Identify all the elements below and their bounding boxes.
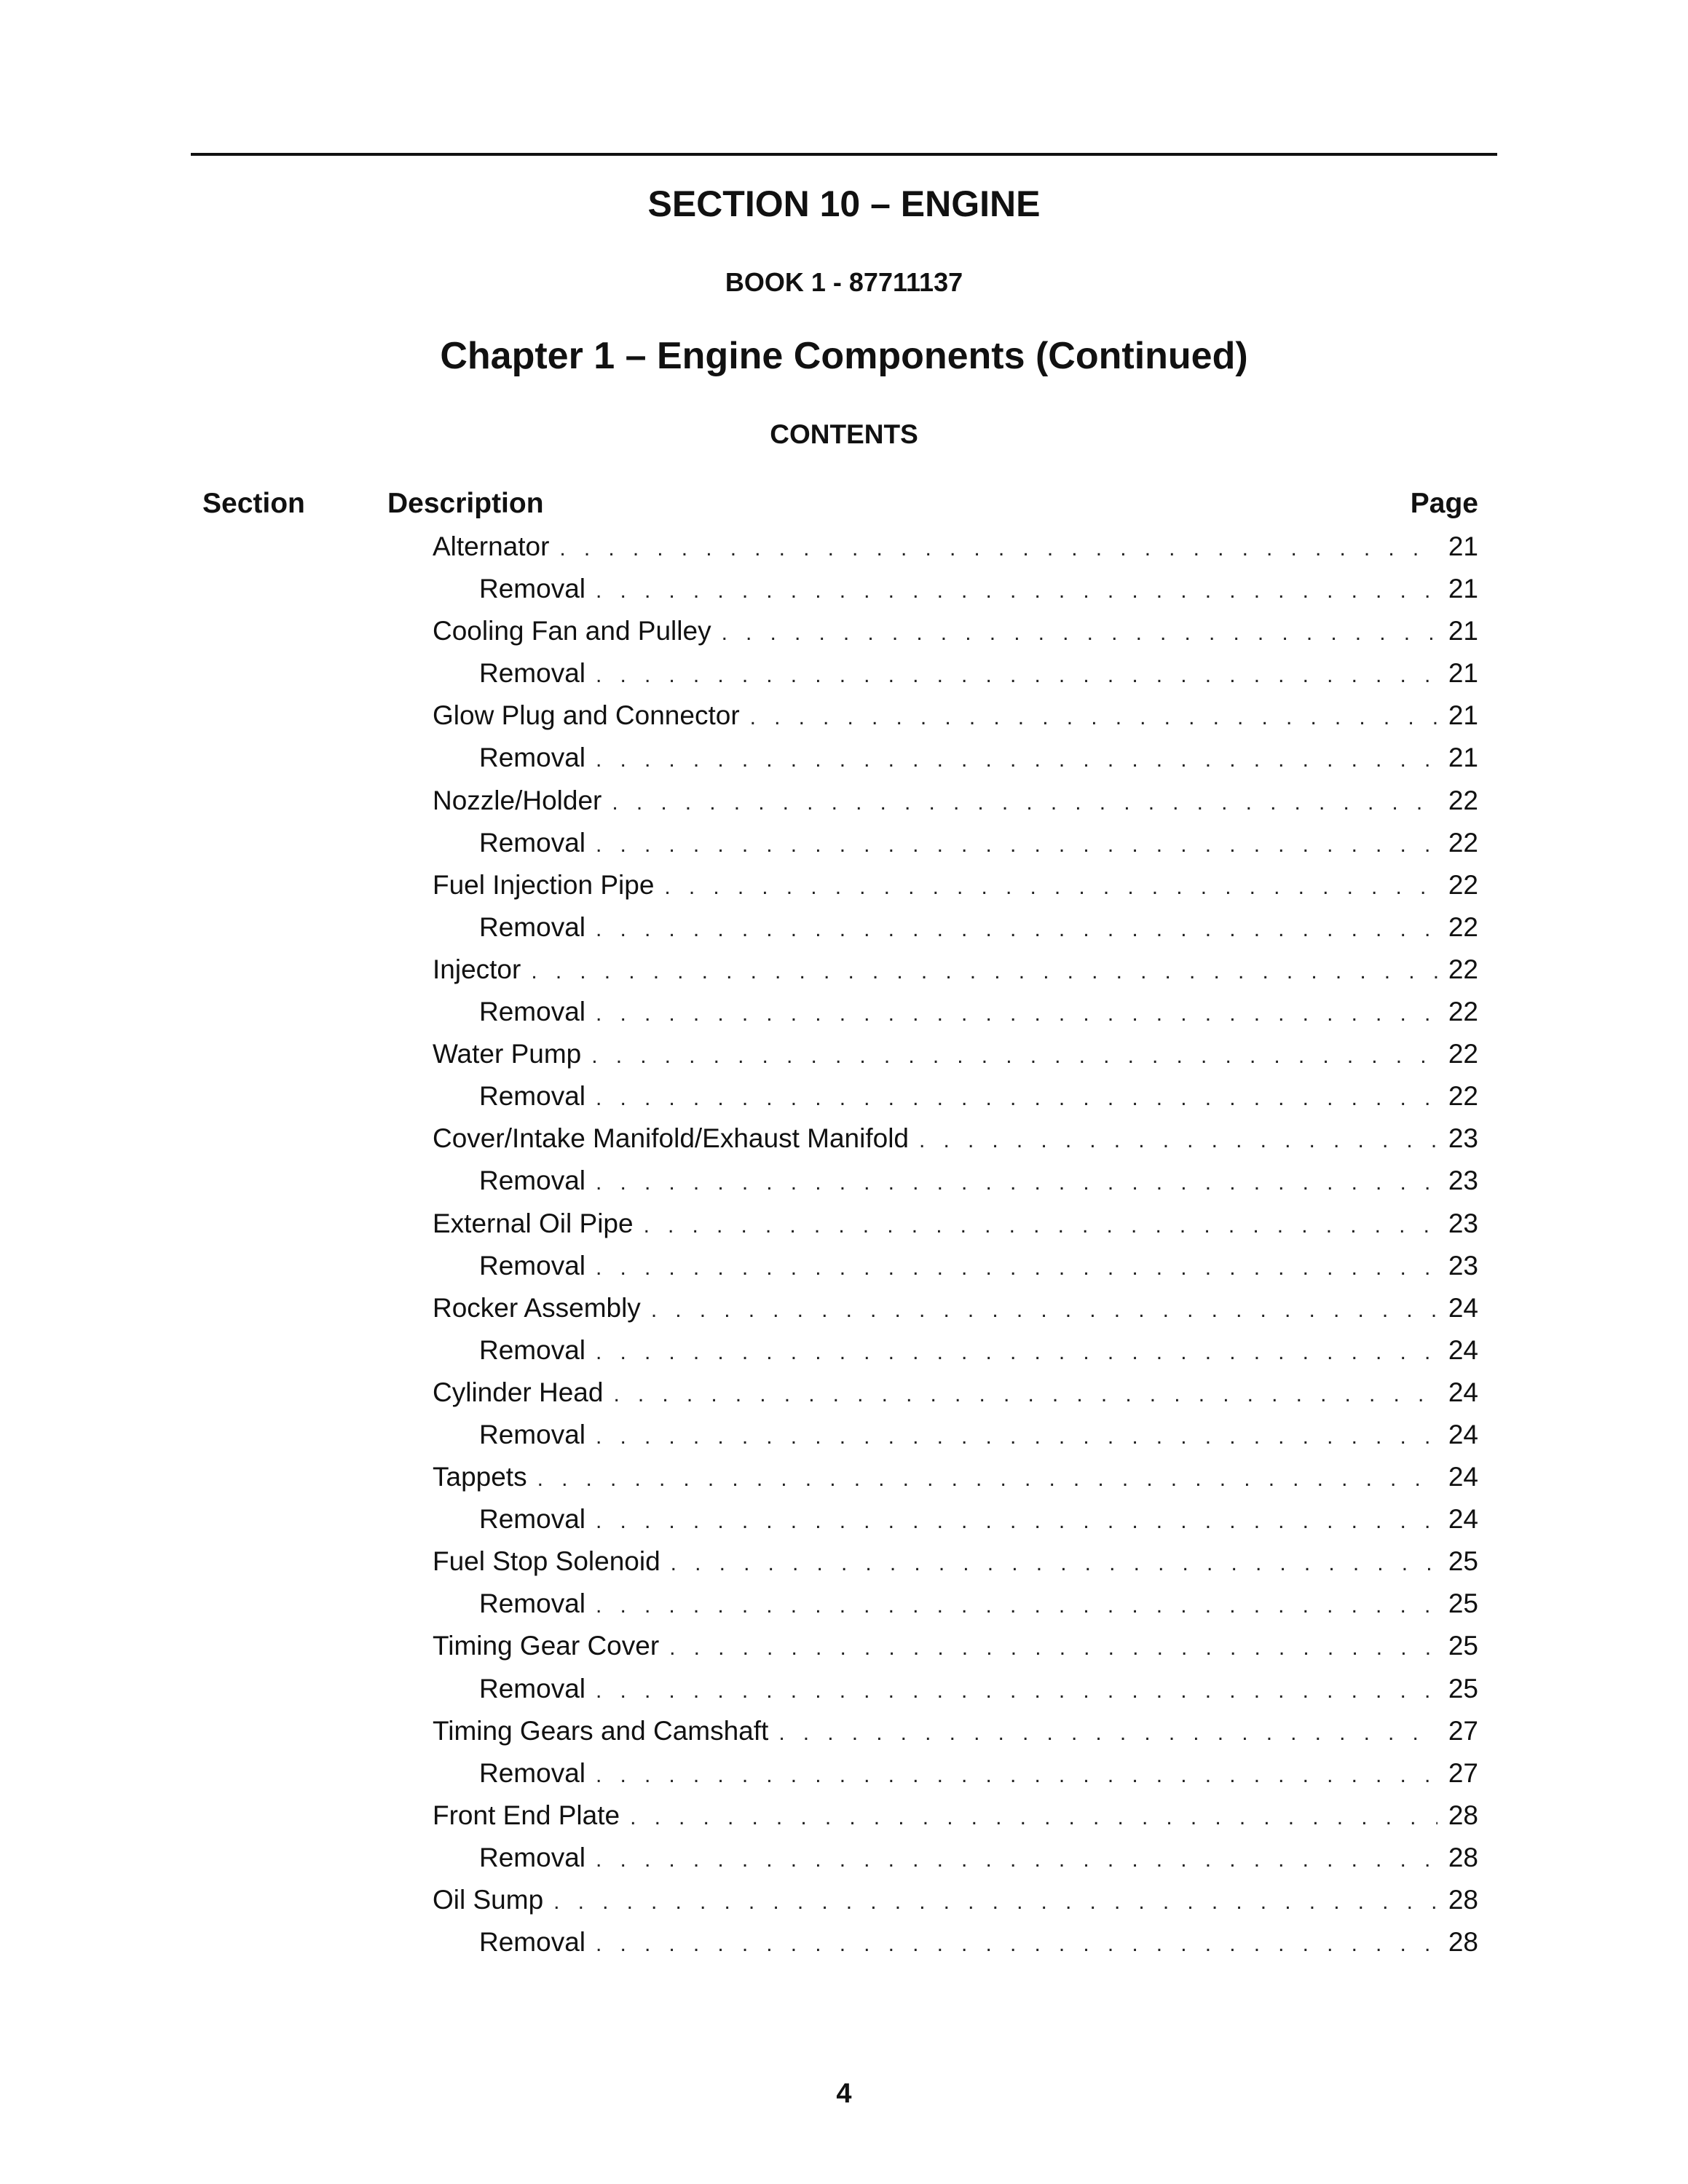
dot-leader [612,782,1437,824]
toc-entry-label: Removal [479,1081,585,1112]
toc-entry-page: 23 [1448,1250,1478,1281]
dot-leader [596,654,1437,697]
toc-entry [433,1203,1478,1245]
toc-entry-page: 22 [1448,954,1478,984]
toc-entry-label: Removal [479,827,585,858]
toc-entry-label: Fuel Stop Solenoid [433,1546,660,1577]
toc-subentry [433,1752,1478,1795]
toc-entry [433,1033,1478,1075]
toc-subentry [433,1160,1478,1202]
dot-leader [596,739,1437,781]
column-header-description: Description [387,488,544,519]
dot-leader [537,1458,1437,1500]
toc-entry-page: 21 [1448,616,1478,646]
dot-leader [596,993,1437,1035]
toc-entry-page: 24 [1448,1419,1478,1449]
toc-entry [433,1710,1478,1752]
toc-entry-page: 21 [1448,743,1478,773]
toc-subentry [433,568,1478,610]
toc-entry-page: 28 [1448,1885,1478,1915]
toc-entry-page: 24 [1448,1334,1478,1365]
dot-leader [613,1374,1437,1416]
toc-entry-label: Removal [479,1588,585,1619]
toc-entry-label: Removal [479,1166,585,1196]
toc-subentry [433,652,1478,695]
toc-entry-label: Cylinder Head [433,1377,604,1407]
toc-entry [433,949,1478,991]
toc-subentry [433,1583,1478,1625]
toc-entry-page: 25 [1448,1673,1478,1704]
toc-entry-label: Removal [479,911,585,942]
toc-entry-label: Front End Plate [433,1800,620,1830]
toc-entry-label: Timing Gears and Camshaft [433,1715,769,1746]
toc-entry [433,1625,1478,1667]
dot-leader [778,1712,1437,1754]
toc-entry [433,526,1478,568]
toc-entry-page: 23 [1448,1123,1478,1154]
dot-leader [664,866,1437,909]
dot-leader [596,570,1437,612]
toc-entry-page: 21 [1448,531,1478,561]
contents-list [433,526,1478,1963]
dot-leader [671,1543,1437,1585]
toc-entry-page: 22 [1448,997,1478,1027]
dot-leader [651,1289,1437,1332]
dot-leader [596,1416,1437,1458]
dot-leader [531,951,1437,993]
toc-entry-page: 24 [1448,1504,1478,1535]
dot-leader [596,1585,1437,1627]
toc-entry-label: External Oil Pipe [433,1208,634,1238]
toc-entry-page: 25 [1448,1631,1478,1661]
toc-entry [433,1372,1478,1414]
toc-entry-page: 28 [1448,1927,1478,1958]
toc-subentry [433,1498,1478,1540]
toc-entry-page: 27 [1448,1715,1478,1746]
section-title: SECTION 10 – ENGINE [647,183,1041,224]
toc-entry-page: 21 [1448,700,1478,731]
toc-entry-page: 22 [1448,1081,1478,1112]
toc-entry-label: Nozzle/Holder [433,785,602,815]
contents-heading: CONTENTS [770,419,918,449]
toc-entry-label: Removal [479,1673,585,1704]
toc-entry-page: 23 [1448,1208,1478,1238]
toc-subentry [433,1075,1478,1117]
toc-entry [433,780,1478,822]
toc-entry [433,1540,1478,1583]
dot-leader [630,1797,1437,1839]
dot-leader [644,1205,1437,1247]
toc-entry-label: Removal [479,1334,585,1365]
dot-leader [722,612,1437,654]
dot-leader [553,1881,1437,1923]
toc-entry-label: Fuel Injection Pipe [433,869,655,900]
toc-entry [433,1795,1478,1837]
toc-subentry [433,906,1478,949]
dot-leader [596,1923,1437,1966]
toc-entry-label: Oil Sump [433,1885,544,1915]
toc-entry-page: 23 [1448,1166,1478,1196]
toc-entry-label: Removal [479,574,585,604]
toc-entry-page: 28 [1448,1842,1478,1872]
toc-entry-page: 24 [1448,1377,1478,1407]
toc-entry [433,695,1478,737]
toc-entry-label: Cover/Intake Manifold/Exhaust Manifold [433,1123,910,1154]
toc-entry-label: Water Pump [433,1039,582,1069]
dot-leader [750,697,1437,739]
toc-entry-page: 22 [1448,869,1478,900]
toc-entry [433,1456,1478,1498]
toc-entry-page: 25 [1448,1588,1478,1619]
dot-leader [596,1077,1437,1120]
toc-subentry [433,991,1478,1033]
dot-leader [596,909,1437,951]
toc-subentry [433,1921,1478,1963]
page-number: 4 [836,2078,852,2109]
toc-subentry [433,1668,1478,1710]
toc-entry-page: 24 [1448,1462,1478,1492]
toc-entry-label: Alternator [433,531,550,561]
toc-entry-label: Removal [479,658,585,689]
chapter-title: Chapter 1 – Engine Components (Continued) [440,335,1248,377]
toc-entry-page: 21 [1448,658,1478,689]
dot-leader [591,1035,1437,1077]
toc-subentry [433,1329,1478,1372]
toc-entry-label: Timing Gear Cover [433,1631,660,1661]
toc-entry [433,1117,1478,1160]
toc-subentry [433,822,1478,864]
toc-entry-label: Removal [479,1757,585,1788]
toc-entry-page: 21 [1448,574,1478,604]
dot-leader [596,824,1437,866]
dot-leader [559,528,1437,570]
toc-entry-label: Removal [479,1419,585,1449]
toc-entry-label: Tappets [433,1462,527,1492]
dot-leader [596,1670,1437,1712]
column-header-page: Page [1410,488,1478,519]
dot-leader [919,1120,1437,1162]
toc-entry-label: Removal [479,743,585,773]
toc-entry-page: 28 [1448,1800,1478,1830]
toc-entry-label: Removal [479,1504,585,1535]
toc-entry-label: Removal [479,1842,585,1872]
dot-leader [596,1247,1437,1289]
dot-leader [596,1839,1437,1881]
dot-leader [596,1332,1437,1374]
toc-subentry [433,1837,1478,1879]
toc-entry [433,864,1478,906]
toc-entry-label: Cooling Fan and Pulley [433,616,711,646]
toc-entry-label: Rocker Assembly [433,1292,641,1323]
toc-entry-page: 27 [1448,1757,1478,1788]
toc-entry-page: 22 [1448,911,1478,942]
toc-subentry [433,737,1478,779]
column-header-section: Section [202,488,305,519]
toc-entry-page: 22 [1448,1039,1478,1069]
toc-subentry [433,1414,1478,1456]
toc-entry-page: 25 [1448,1546,1478,1577]
dot-leader [669,1627,1437,1669]
toc-entry-label: Glow Plug and Connector [433,700,740,731]
toc-entry [433,1879,1478,1921]
toc-entry [433,610,1478,652]
book-number: BOOK 1 - 87711137 [725,267,963,297]
toc-entry-label: Removal [479,1927,585,1958]
toc-entry [433,1287,1478,1329]
dot-leader [596,1754,1437,1797]
header-rule [191,153,1497,156]
toc-subentry [433,1245,1478,1287]
dot-leader [596,1162,1437,1204]
dot-leader [596,1500,1437,1543]
toc-entry-label: Removal [479,997,585,1027]
toc-entry-page: 22 [1448,827,1478,858]
toc-entry-label: Removal [479,1250,585,1281]
toc-entry-page: 22 [1448,785,1478,815]
toc-entry-label: Injector [433,954,521,984]
toc-entry-page: 24 [1448,1292,1478,1323]
